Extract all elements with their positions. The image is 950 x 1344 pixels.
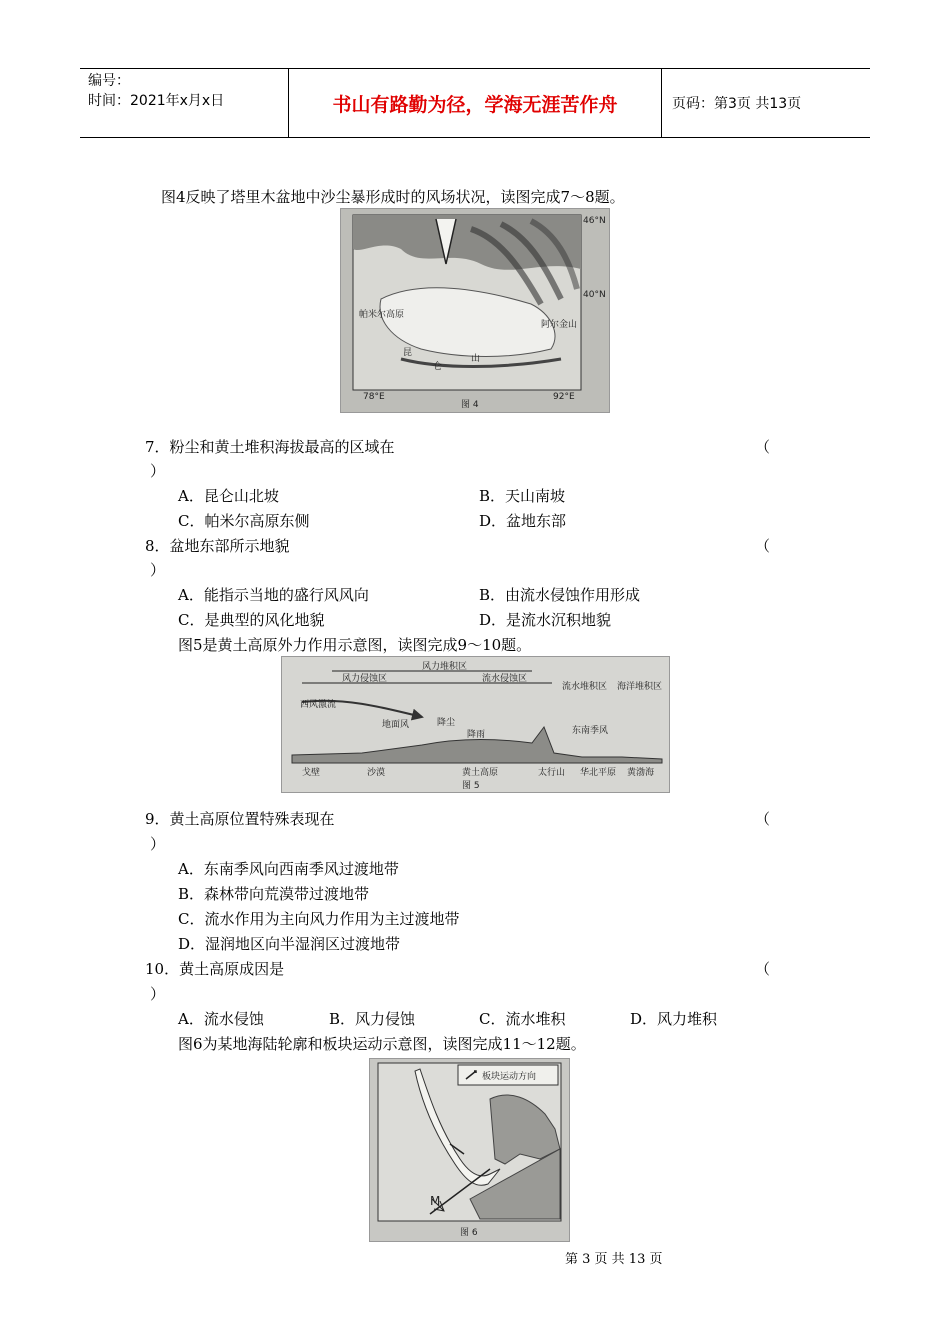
q10-option-b[interactable]: B．风力侵蚀: [329, 1010, 416, 1028]
westerly-jet-label: 西风激流: [300, 700, 337, 710]
q9-option-a[interactable]: A．东南季风向西南季风过渡地带: [178, 860, 399, 878]
figure-4-caption: 图 4: [461, 400, 479, 410]
motto: 书山有路勤为径，学海无涯苦作舟: [289, 69, 662, 137]
q9-paren-open: （: [755, 810, 771, 828]
q7-stem: 7．粉尘和黄土堆积海拔最高的区域在: [145, 438, 395, 456]
q8-stem: 8．盆地东部所示地貌: [145, 537, 290, 555]
q9-option-d[interactable]: D．湿润地区向半湿润区过渡地带: [178, 935, 401, 953]
q10-option-c[interactable]: C．流水堆积: [479, 1010, 566, 1028]
zone-ocean-deposit: 海洋堆积区: [617, 682, 663, 692]
kunlun-label-3: 山: [471, 354, 481, 364]
figure-5-caption: 图 5: [462, 781, 480, 791]
kunlun-label-1: 昆: [403, 348, 413, 358]
intro-fig4: 图4反映了塔里木盆地中沙尘暴形成时的风场状况，读图完成7～8题。: [161, 188, 625, 206]
loess-plateau-label: 黄土高原: [462, 768, 499, 778]
q9-option-c[interactable]: C．流水作用为主向风力作用为主过渡地带: [178, 910, 460, 928]
figure-6-svg: [370, 1059, 569, 1241]
kunlun-label-2: 仑: [433, 362, 443, 372]
se-monsoon-label: 东南季风: [572, 726, 609, 736]
zone-wind-deposit: 风力堆积区: [422, 662, 468, 672]
bohai-label: 黄渤海: [627, 768, 655, 778]
q10-stem: 10．黄土高原成因是: [145, 960, 285, 978]
figure-5-diagram: [281, 656, 670, 793]
q10-option-d[interactable]: D．风力堆积: [630, 1010, 718, 1028]
figure-4-svg: [341, 209, 609, 412]
q9-paren-close: ）: [150, 835, 166, 853]
lat-40-label: 40°N: [583, 290, 606, 300]
figure-5-svg: [282, 657, 669, 792]
north-china-plain-label: 华北平原: [580, 768, 617, 778]
q8-option-d[interactable]: D．是流水沉积地貌: [479, 611, 612, 629]
q8-paren-open: （: [755, 537, 771, 555]
dustfall-label: 降尘: [437, 718, 456, 728]
header-left: [80, 69, 289, 137]
lon-78-label: 78°E: [363, 392, 385, 402]
figure-6-caption: 图 6: [460, 1228, 478, 1238]
page-footer: 第 3 页 共 13 页: [565, 1252, 663, 1267]
surface-wind-label: 地面风: [382, 720, 410, 730]
lat-46-label: 46°N: [583, 216, 606, 226]
q9-stem: 9．黄土高原位置特殊表现在: [145, 810, 335, 828]
q9-option-b[interactable]: B．森林带向荒漠带过渡地带: [178, 885, 370, 903]
zone-water-erosion: 流水侵蚀区: [482, 674, 528, 684]
zone-wind-erosion: 风力侵蚀区: [342, 674, 388, 684]
q10-paren-open: （: [755, 960, 771, 978]
q7-option-c[interactable]: C．帕米尔高原东侧: [178, 512, 310, 530]
taihang-label: 太行山: [538, 768, 566, 778]
q7-paren-open: （: [755, 438, 771, 456]
q10-paren-close: ）: [150, 985, 166, 1003]
q10-option-a[interactable]: A．流水侵蚀: [178, 1010, 264, 1028]
pamir-label: 帕米尔高原: [359, 310, 405, 320]
page-header: [80, 68, 870, 138]
zone-water-deposit: 流水堆积区: [562, 682, 608, 692]
gobi-label: 戈壁: [302, 768, 321, 778]
point-m-label: M: [430, 1194, 441, 1208]
rainfall-label: 降雨: [467, 730, 486, 740]
figure-4-map: [340, 208, 610, 413]
q8-option-b[interactable]: B．由流水侵蚀作用形成: [479, 586, 641, 604]
q8-option-a[interactable]: A．能指示当地的盛行风风向: [178, 586, 369, 604]
q8-option-c[interactable]: C．是典型的风化地貌: [178, 611, 325, 629]
intro-fig6: 图6为某地海陆轮廓和板块运动示意图，读图完成11～12题。: [178, 1035, 586, 1053]
altun-label: 阿尔金山: [541, 320, 578, 330]
q8-paren-close: ）: [150, 561, 166, 579]
number-label: 编号：: [88, 73, 130, 89]
page-info: 页码：第3页 共13页: [672, 96, 802, 112]
figure-6-map: [369, 1058, 570, 1242]
date-label: 时间：2021年x月x日: [88, 93, 225, 109]
q7-option-b[interactable]: B．天山南坡: [479, 487, 566, 505]
desert-label: 沙漠: [367, 768, 386, 778]
q7-option-d[interactable]: D．盆地东部: [479, 512, 567, 530]
fig6-legend-label: 板块运动方向: [482, 1072, 537, 1082]
q7-option-a[interactable]: A．昆仑山北坡: [178, 487, 279, 505]
intro-fig5: 图5是黄土高原外力作用示意图，读图完成9～10题。: [178, 636, 532, 654]
q7-paren-close: ）: [150, 462, 166, 480]
lon-92-label: 92°E: [553, 392, 575, 402]
